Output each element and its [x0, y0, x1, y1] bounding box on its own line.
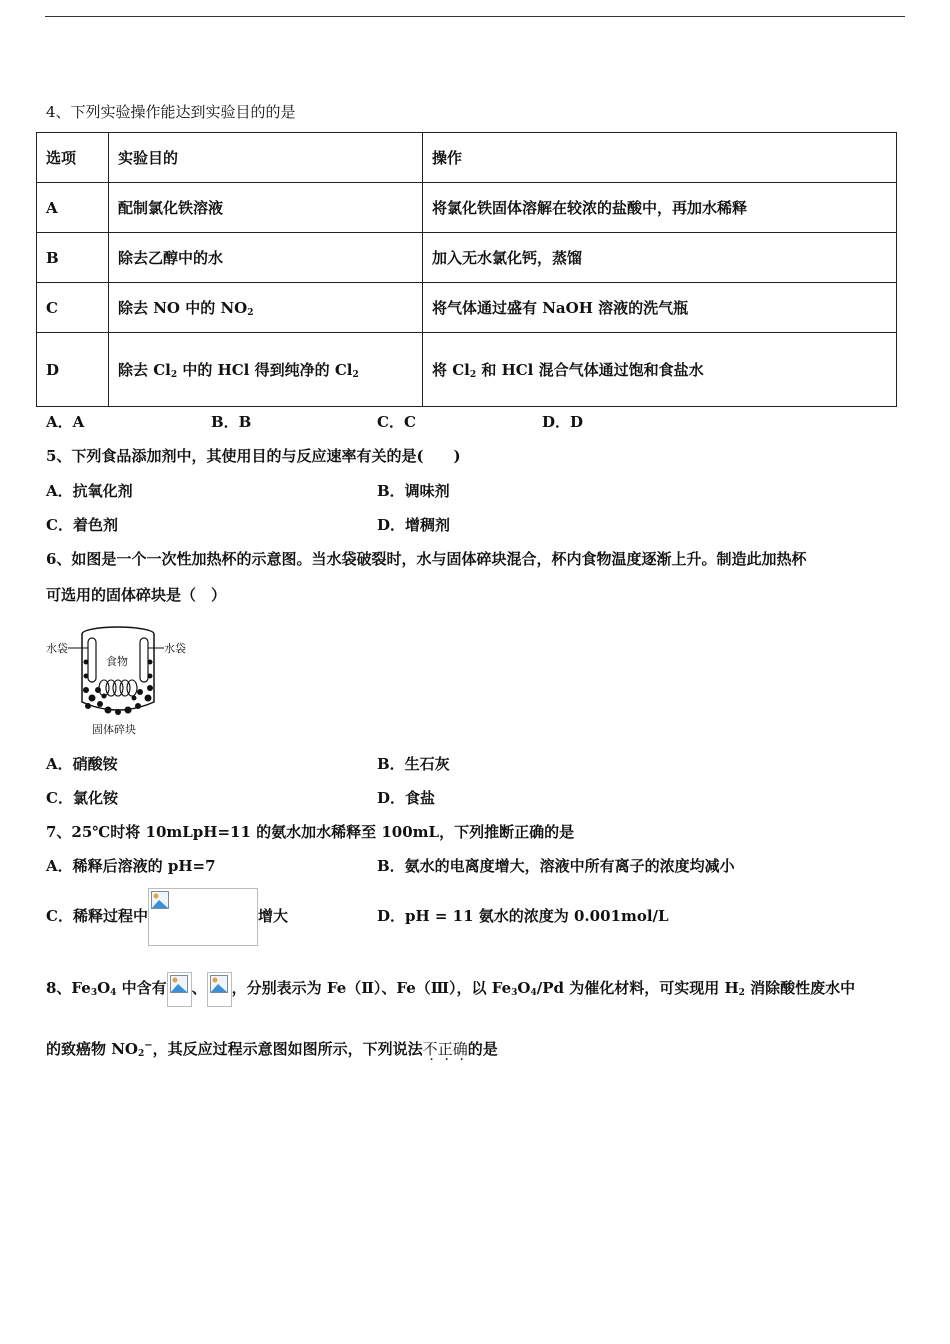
q4-answer-c: C．C: [377, 413, 416, 431]
emphasis-char: 正: [437, 1040, 453, 1058]
figure-label-right-bag: 水袋: [164, 642, 186, 655]
cell-option: D: [37, 333, 109, 407]
q5-option-a: A．抗氧化剂: [46, 482, 133, 500]
q4-stem: 4、下列实验操作能达到实验目的的是: [46, 103, 296, 121]
q7-option-b: B．氨水的电离度增大，溶液中所有离子的浓度均减小: [377, 857, 735, 875]
cell-operation: 将 $Cl_2$ 和 HCl 混合气体通过饱和食盐水: [423, 333, 897, 407]
figure-label-left-bag: 水袋: [46, 642, 68, 655]
cell-option: B: [37, 233, 109, 283]
q4-table: [36, 132, 897, 407]
cell-operation: 加入无水氯化钙，蒸馏: [423, 233, 897, 283]
broken-image-icon: [148, 888, 258, 946]
q4-answer-d: D．D: [542, 413, 584, 431]
header-option: 选项: [37, 133, 109, 183]
q5-option-c: C．着色剂: [46, 516, 118, 534]
cell-operation: 将气体通过盛有 NaOH 溶液的洗气瓶: [423, 283, 897, 333]
table-row: [37, 333, 897, 407]
q6-option-b: B．生石灰: [377, 755, 450, 773]
q8-line2: 的致癌物 $NO_2^-$，其反应过程示意图如图所示，下列说法不正确的是: [46, 1040, 498, 1059]
q6-option-c: C．氯化铵: [46, 789, 118, 807]
q5-option-b: B．调味剂: [377, 482, 450, 500]
emphasis-char: 确: [452, 1040, 468, 1058]
image-placeholder-icon: [210, 975, 228, 993]
heating-cup-figure: [44, 620, 194, 740]
q4-answer-b: B．B: [211, 413, 252, 431]
image-placeholder-icon: [170, 975, 188, 993]
q8-line1: 8、$Fe_3O_4$ 中含有 、 ，分别表示为 Fe（Ⅱ）、Fe（Ⅲ），以 $Fe_3O_4/Pd$ 为催化材料，可实现用 $H_2$ 消除酸性废水中: [46, 970, 855, 1011]
cell-operation: 将氯化铁固体溶解在较浓的盐酸中，再加水稀释: [423, 183, 897, 233]
figure-label-solid: 固体碎块: [92, 723, 136, 736]
q7-stem: 7、25℃时将 10mLpH=11 的氨水加水稀释至 100mL，下列推断正确的是: [46, 823, 575, 841]
q7-option-d: D．pH = 11 氨水的浓度为 0.001mol/L: [377, 907, 669, 925]
q7-option-c: C．稀释过程中 增大: [46, 887, 288, 946]
image-placeholder-icon: [151, 891, 169, 909]
broken-image-icon: [167, 972, 192, 1007]
table-row: [37, 283, 897, 333]
header-goal: 实验目的: [109, 133, 423, 183]
q6-option-d: D．食盐: [377, 789, 436, 807]
q6-option-a: A．硝酸铵: [46, 755, 118, 773]
q5-option-d: D．增稠剂: [377, 516, 451, 534]
header-operation: 操作: [423, 133, 897, 183]
q4-answer-a: A．A: [46, 413, 85, 431]
q6-stem-line2: 可选用的固体碎块是（ ）: [46, 586, 227, 604]
q7-option-a: A．稀释后溶液的 pH=7: [46, 857, 216, 875]
header-rule: [45, 16, 905, 17]
cell-goal: 配制氯化铁溶液: [109, 183, 423, 233]
broken-image-icon: [207, 972, 232, 1007]
cell-goal: 除去乙醇中的水: [109, 233, 423, 283]
cell-option: C: [37, 283, 109, 333]
q5-stem: 5、下列食品添加剂中，其使用目的与反应速率有关的是( ): [46, 447, 461, 465]
cell-goal: 除去 $Cl_2$ 中的 HCl 得到纯净的 $Cl_2$: [109, 333, 423, 407]
cell-goal: 除去 NO 中的 $NO_2$: [109, 283, 423, 333]
figure-label-food: 食物: [106, 655, 128, 668]
table-row: [37, 133, 897, 183]
cell-option: A: [37, 183, 109, 233]
table-row: [37, 183, 897, 233]
emphasis-char: 不: [422, 1040, 438, 1058]
table-row: [37, 233, 897, 283]
q6-stem-line1: 6、如图是一个一次性加热杯的示意图。当水袋破裂时，水与固体碎块混合，杯内食物温度逐渐上升。制造此加热杯: [46, 550, 807, 568]
